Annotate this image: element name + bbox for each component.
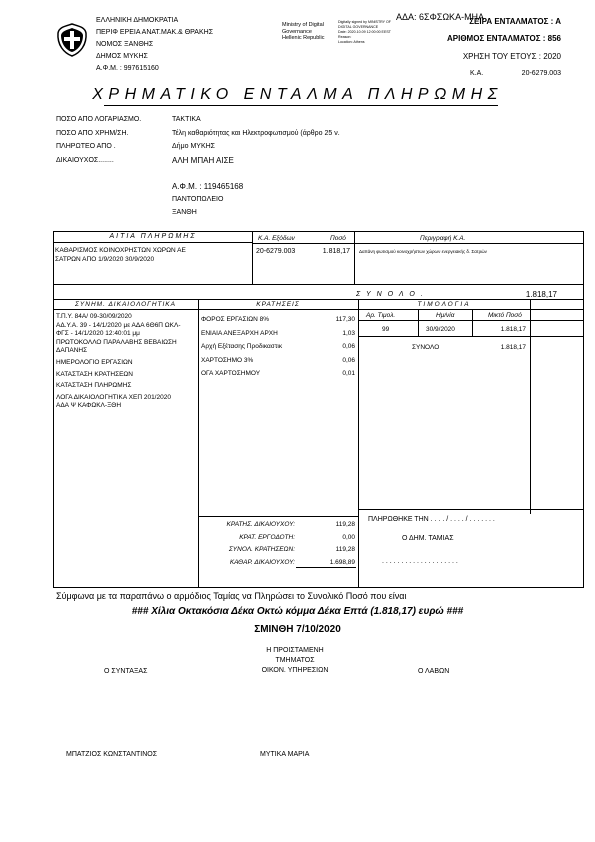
org-line: ΠΕΡΙΦ ΕΡΕΙΑ ΑΝΑΤ.ΜΑΚ.& ΘΡΑΚΗΣ [96, 29, 214, 36]
details-values [172, 113, 340, 167]
deduction-row: ΦΟΡΟΣ ΕΡΓΑΣΙΩΝ 8% 117,30 [201, 316, 355, 323]
beneficiary-business: ΠΑΝΤΟΠΩΛΕΙΟ [172, 196, 224, 203]
total-label: Σ Υ Ν Ο Λ Ο . [356, 291, 425, 298]
detail-value: Τέλη καθαριότητας και Ηλεκτροφωτισμού (άρθρο 25 ν. [172, 129, 340, 137]
voucher-number: ΑΡΙΘΜΟΣ ΕΝΤΑΛΜΑΤΟΣ : 856 [447, 34, 561, 43]
summary-row: ΚΡΑΤΗΣ. ΔΙΚΑΙΟΥΧΟΥ: 119,28 [226, 521, 355, 528]
summary-row: ΚΑΘΑΡ. ΔΙΚΑΙΟΥΧΟΥ: 1.698,89 [229, 558, 355, 566]
invoice-date: 30/9/2020 [426, 326, 455, 333]
beneficiary-city: ΞΑΝΘΗ [172, 209, 197, 216]
invoice-col-amount: Μικτό Ποσό [488, 312, 522, 319]
detail-value: ΑΛΗ ΜΠΑΗ ΑΙΣΕ [172, 155, 234, 165]
paid-date-label: ΠΛΗΡΩΘΗΚΕ ΤΗΝ . . . . / . . . . / . . . . . . . [368, 516, 495, 523]
page-title: ΧΡΗΜΑΤΙΚΟ ΕΝΤΑΛΜΑ ΠΛΗΡΩΜΗΣ [92, 86, 503, 103]
composer-label: Ο ΣΥΝΤΑΞΑΣ [104, 668, 148, 675]
summary-row: ΚΡΑΤ. ΕΡΓΟΔΟΤΗ: 0,00 [239, 533, 355, 541]
ka-header: Κ.Α. Εξόδων [258, 235, 295, 242]
attach-header: ΣΥΝΗΜ. ΔΙΚΑΙΟΛΟΓΗΤΙΚΑ [75, 301, 176, 308]
attachments-list [56, 313, 181, 411]
cause-text: ΚΑΘΑΡΙΣΜΟΣ ΚΟΙΝΟΧΡΗΣΤΩΝ ΧΩΡΩΝ ΑΕ ΣΑΤΡΩΝ ΑΠΟ 1/9/2020 30/9/2020 [55, 247, 186, 263]
ada-code: ΑΔΑ: 6ΣΦΣΩΚΑ-ΜΗΑ [396, 12, 485, 22]
row-ka: 20-6279.003 [256, 248, 296, 255]
series-label: ΣΕΙΡΑ ΕΝΤΑΛΜΑΤΟΣ : Α [469, 17, 561, 26]
cause-header: ΑΙΤΙΑ ΠΛΗΡΩΜΗΣ [109, 233, 197, 240]
amount-in-words: ### Χίλια Οκτακόσια Δέκα Οκτώ κόμμα Δέκα Επτά (1.818,17) ευρώ ### [131, 606, 464, 617]
receiver-label: Ο ΛΑΒΩΝ [418, 668, 450, 675]
title-underline [104, 105, 498, 106]
head-name: ΜΥΤΙΚΑ ΜΑΡΙΑ [260, 751, 310, 758]
attachment-item: ΠΡΩΤΟΚΟΛΛΟ ΠΑΡΑΛΑΒΗΣ ΒΕΒΑΙΩΣΗ [56, 338, 177, 346]
total-value: 1.818,17 [525, 290, 557, 299]
invoice-total-label: ΣΥΝΟΛΟ [412, 344, 440, 351]
org-line: ΕΛΛΗΝΙΚΗ ΔΗΜΟΚΡΑΤΙΑ [96, 17, 179, 24]
invoice-total-value: 1.818,17 [500, 344, 526, 351]
amount-header: Ποσό [330, 235, 346, 242]
beneficiary-afm: Α.Φ.Μ. : 119465168 [172, 182, 244, 191]
attachment-item: ΑΔ.Υ.Α. 39 - 14/1/2020 με ΑΔΑ 6Θ6Π ΩΚΛ- [56, 321, 181, 329]
detail-label: ΔΙΚΑΙΟΥΧΟΣ........ [56, 156, 114, 164]
department-label: ΟΙΚΟΝ. ΥΠΗΡΕΣΙΩΝ [261, 667, 329, 674]
org-line: ΝΟΜΟΣ ΞΑΝΘΗΣ [96, 41, 154, 48]
place-date: ΣΜΙΝΘΗ 7/10/2020 [254, 624, 341, 635]
row-desc: Δαπάνη φωτισμού κοινοχρήστων χώρων ενεργειακής δ. Σατρών [359, 249, 487, 254]
head-title: Η ΠΡΟΙΣΤΑΜΕΝΗ ΤΜΗΜΑΤΟΣ ΟΙΚΟΝ. ΥΠΗΡΕΣΙΩΝ [230, 646, 360, 676]
summary-row: ΣΥΝΟΛ. ΚΡΑΤΗΣΕΩΝ: 119,28 [228, 546, 355, 553]
deduction-row: ΕΝΙΑΙΑ ΑΝΕΞΑΡΧΗ ΑΡΧΗ 1,03 [201, 329, 355, 337]
deductions-header: ΚΡΑΤΗΣΕΙΣ [256, 301, 300, 308]
attachment-item: ΚΑΤΑΣΤΑΣΗ ΠΛΗΡΩΜΗΣ [56, 382, 132, 390]
attachment-item: ΑΔΑ Ψ ΚΑΦΩΚΛ-ΞΘΗ [56, 402, 122, 410]
row-amount: 1.818,17 [322, 248, 350, 255]
fiscal-year: ΧΡΗΣΗ ΤΟΥ ΕΤΟΥΣ : 2020 [462, 52, 561, 61]
invoice-number: 99 [382, 326, 390, 333]
cashier-signature-line: . . . . . . . . . . . . . . . . . . . . [382, 558, 458, 565]
org-block [96, 15, 213, 75]
attachment-item: ΦΓΣ - 14/1/2020 12:40:01 μμ [56, 330, 140, 338]
invoice-amount: 1.818,17 [500, 326, 526, 333]
attachment-item: ΔΑΠΑΝΗΣ [56, 347, 88, 355]
deduction-row: Αρχή Εξέτασης Προδικαστικ 0,06 [201, 343, 355, 350]
details-labels [56, 113, 141, 167]
detail-label: ΠΟΣΟ ΑΠΟ ΛΟΓΑΡΙΑΣΜΟ. [56, 116, 142, 123]
summary-block [200, 519, 355, 569]
ka-value: 20-6279.003 [521, 70, 561, 77]
deduction-row: ΧΑΡΤΟΣΗΜΟ 3% 0,06 [201, 356, 355, 364]
invoice-col-number: Αρ. Τιμολ. [366, 312, 396, 319]
attachment-item: ΗΜΕΡΟΛΟΓΙΟ ΕΡΓΑΣΙΩΝ [56, 358, 133, 366]
digital-signature: Digitally signed by MINISTRY OF DIGITAL GOVERNANCE Date: 2020.10.09 12:00:00 EEST Reason: Location: Athens [338, 20, 391, 44]
attachment-item: ΚΑΤΑΣΤΑΣΗ ΚΡΑΤΗΣΕΩΝ [56, 370, 133, 378]
org-line: Α.Φ.Μ. : 997615160 [96, 65, 159, 72]
invoice-header: ΤΙΜΟΛΟΓΙΑ [417, 301, 471, 308]
detail-value: Δήμο ΜΥΚΗΣ [172, 143, 215, 150]
beneficiary-extra [172, 180, 243, 219]
attachment-item: ΛΟΓΑ ΔΙΚΑΙΟΛΟΓΗΤΙΚΑ ΧΕΠ 201/2020 [56, 393, 171, 401]
desc-header: Περιγραφή Κ.Α. [420, 235, 466, 242]
composer-name: ΜΠΑΤΖΙΟΣ ΚΩΝΣΤΑΝΤΙΝΟΣ [66, 751, 158, 758]
deduction-row: ΟΓΑ ΧΑΡΤΟΣΗΜΟΥ 0,01 [201, 370, 355, 377]
deductions-list [201, 313, 355, 381]
org-line: ΔΗΜΟΣ ΜΥΚΗΣ [96, 53, 148, 60]
payment-instruction: Σύμφωνα με τα παραπάνω ο αρμόδιος Ταμίας να Πληρώσει το Συνολικό Ποσό που είναι [56, 591, 407, 601]
greek-emblem-icon [56, 23, 88, 57]
ka-label: Κ.Α. [470, 70, 484, 77]
detail-label: ΠΛΗΡΩΤΕΟ ΑΠΟ . [56, 143, 116, 150]
cashier-label: Ο ΔΗΜ. ΤΑΜΙΑΣ [402, 535, 454, 542]
detail-value: ΤΑΚΤΙΚΑ [172, 116, 201, 123]
detail-label: ΠΟΣΟ ΑΠΟ ΧΡΗΜ/ΣΗ. [56, 129, 129, 137]
ministry-stamp: Ministry of Digital Governance Hellenic Republic [282, 22, 325, 41]
attachment-item: Τ.Π.Υ. 84Α/ 09-30/09/2020 [56, 313, 132, 320]
invoice-col-date: Ημ/νία [436, 312, 455, 319]
